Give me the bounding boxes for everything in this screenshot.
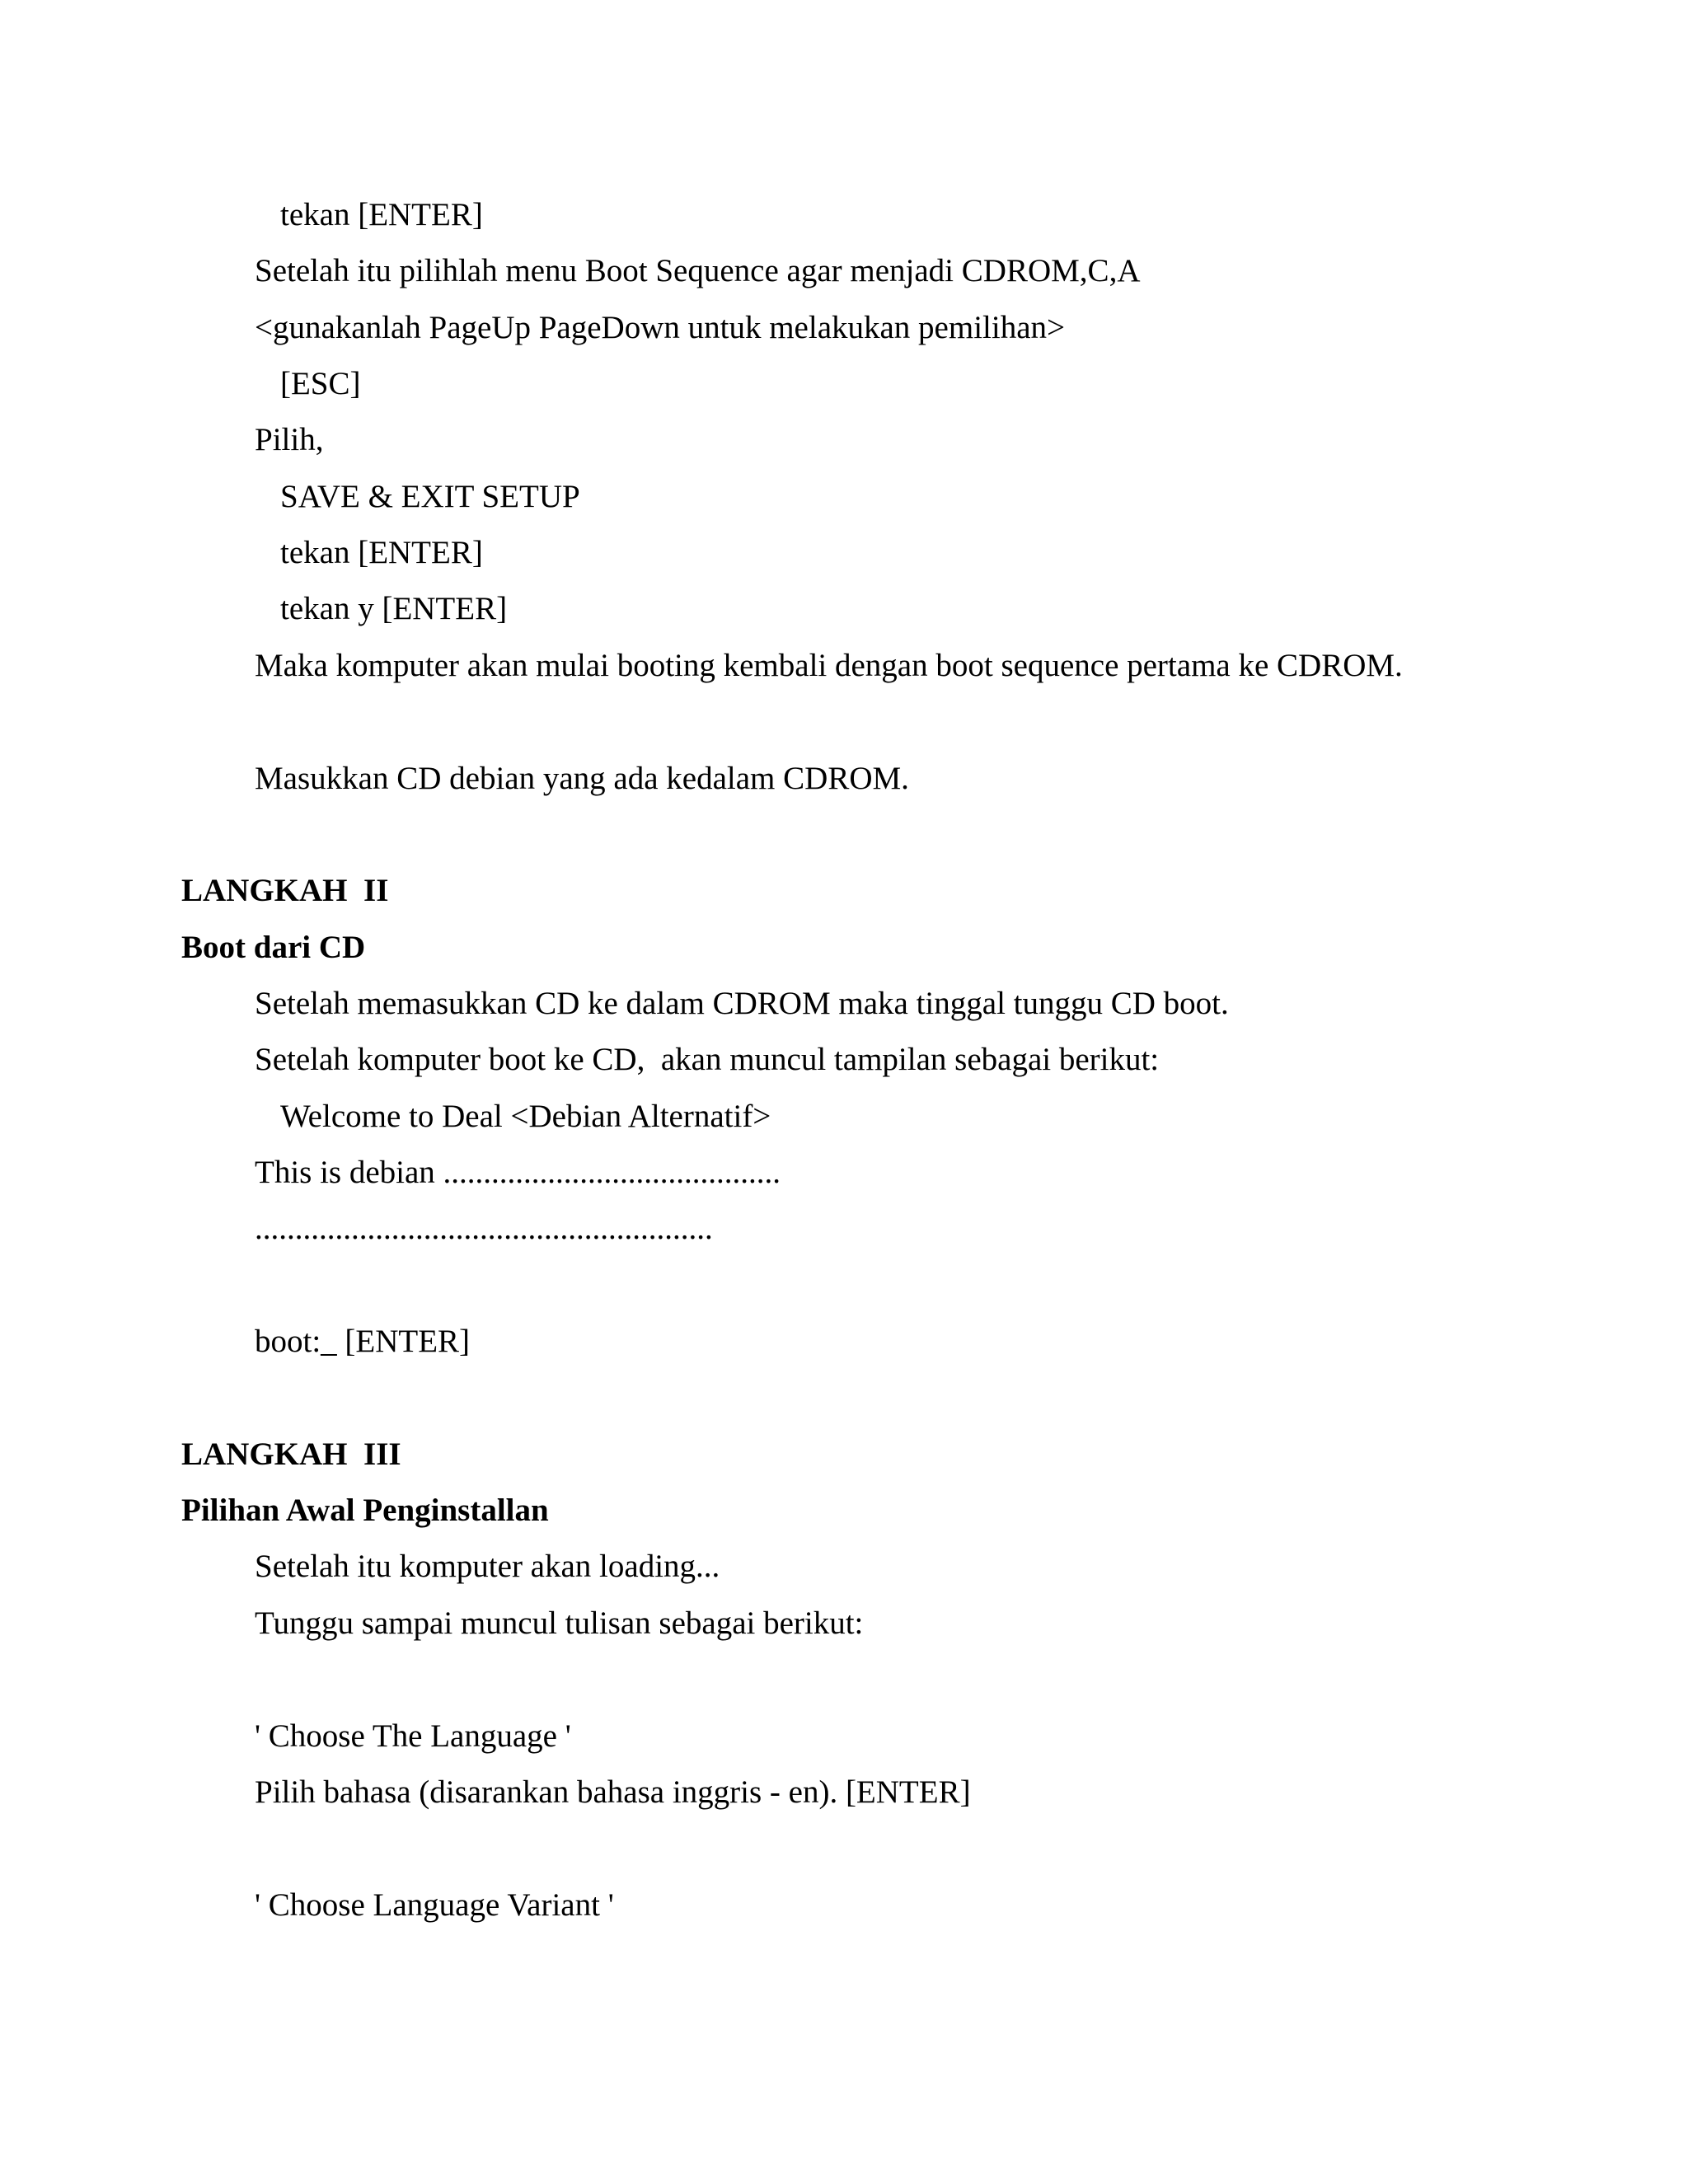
text-line: Maka komputer akan mulai booting kembali dengan boot sequence pertama ke CDROM. bbox=[255, 648, 1403, 683]
text-line: <gunakanlah PageUp PageDown untuk melakukan pemilihan> bbox=[255, 310, 1066, 345]
text-line: Pilih bahasa (disarankan bahasa inggris - en). [ENTER] bbox=[255, 1774, 971, 1810]
text-line: Setelah itu komputer akan loading... bbox=[255, 1549, 720, 1584]
text-line: This is debian .......................................... bbox=[255, 1155, 781, 1190]
section-heading: LANGKAH III bbox=[181, 1436, 401, 1472]
text-line: ......................................................... bbox=[255, 1211, 713, 1246]
text-line: ' Choose The Language ' bbox=[255, 1718, 571, 1754]
text-line: tekan [ENTER] bbox=[280, 197, 483, 232]
text-line: Tunggu sampai muncul tulisan sebagai berikut: bbox=[255, 1605, 864, 1641]
text-line: Setelah komputer boot ke CD, akan muncul tampilan sebagai berikut: bbox=[255, 1042, 1160, 1077]
section-subheading: Boot dari CD bbox=[181, 930, 366, 965]
text-line: boot:_ [ENTER] bbox=[255, 1324, 471, 1359]
text-line: ' Choose Language Variant ' bbox=[255, 1887, 614, 1923]
section-heading: LANGKAH II bbox=[181, 873, 389, 908]
text-line: [ESC] bbox=[280, 366, 361, 401]
text-line: Pilih, bbox=[255, 422, 324, 457]
text-line: Setelah itu pilihlah menu Boot Sequence agar menjadi CDROM,C,A bbox=[255, 253, 1141, 288]
text-line: SAVE & EXIT SETUP bbox=[280, 479, 580, 514]
text-line: tekan y [ENTER] bbox=[280, 591, 508, 626]
text-line: Setelah memasukkan CD ke dalam CDROM maka tinggal tunggu CD boot. bbox=[255, 986, 1229, 1021]
section-subheading: Pilihan Awal Penginstallan bbox=[181, 1493, 549, 1528]
text-line: tekan [ENTER] bbox=[280, 535, 483, 570]
text-line: Masukkan CD debian yang ada kedalam CDROM. bbox=[255, 761, 909, 796]
text-line: Welcome to Deal <Debian Alternatif> bbox=[280, 1099, 771, 1134]
